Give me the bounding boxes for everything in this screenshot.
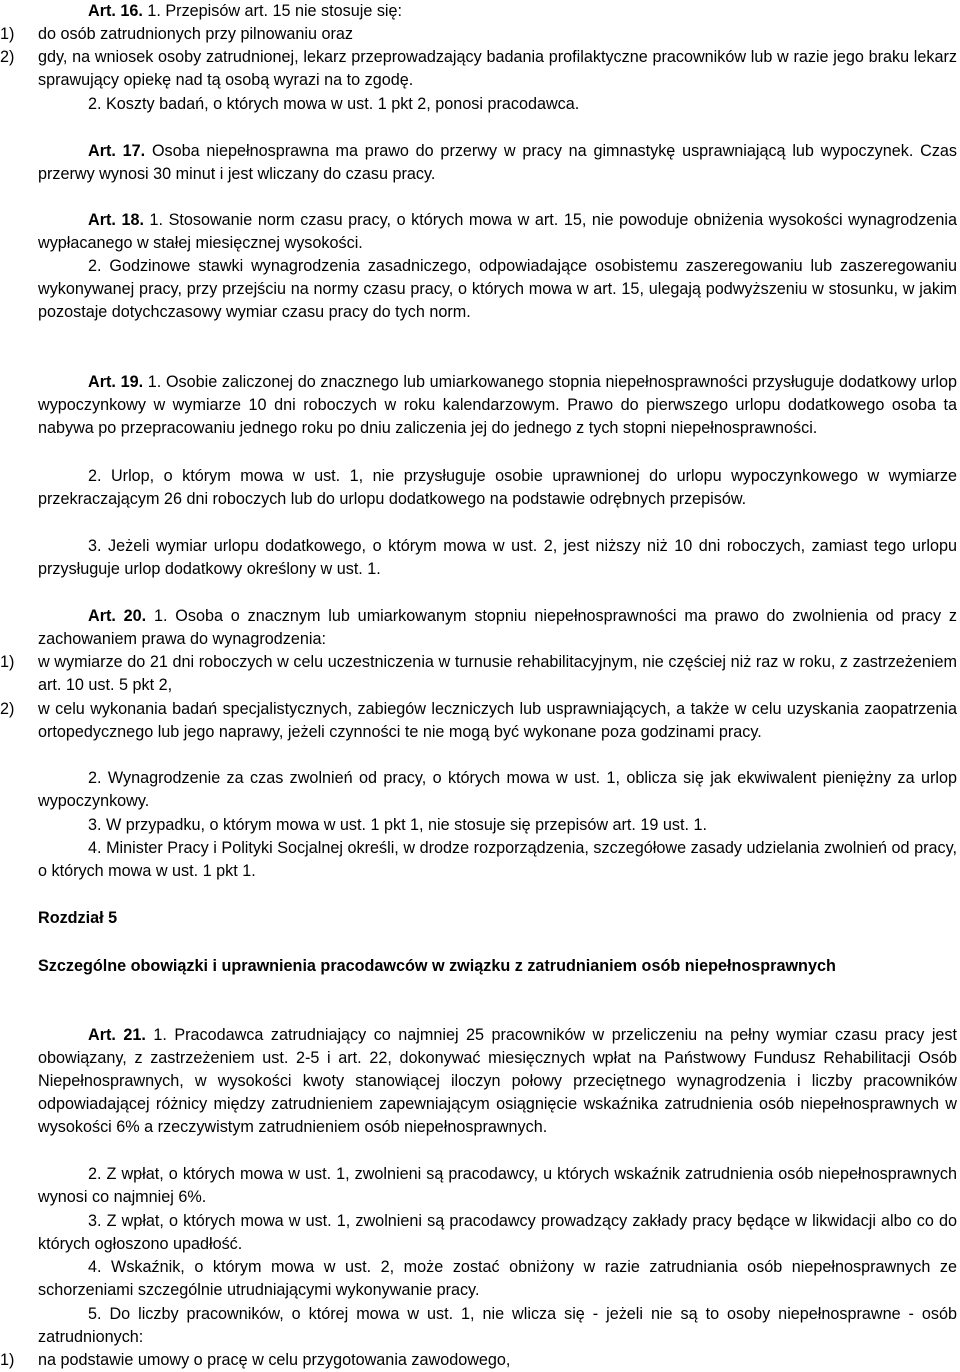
art21-item-1-number: 1): [0, 1351, 15, 1369]
art20-paragraph-1: [38, 605, 957, 651]
art16-item-2-text: gdy, na wniosek osoby zatrudnionej, lekarz przeprowadzający badania profilaktyczne pracowników lub w razie jego braku lekarz sprawujący opiekę nad tą osobą wyrazi na to zgodę.: [38, 48, 957, 90]
art20-heading: Art. 20.: [88, 607, 147, 625]
art21-heading: Art. 21.: [88, 1026, 146, 1044]
art21-text: 1. Pracodawca zatrudniający co najmniej 25 pracowników w przeliczeniu na pełny wymiar czasu pracy jest obowiązany, z zastrzeżeniem ust. 2-5 i art. 22, dokonywać miesięcznych wpłat na Państwowy Fundusz Rehabilitacji Osób Niepełnosprawnych, w wysokości kwoty stanowiącej iloczyn połowy przeciętnego wynagrodzenia i liczby pracowników odpowiadającej różnicy między zatrudnieniem zapewniającym osiągnięcie wskaźnika zatrudnienia osób niepełnosprawnych w wysokości 6% a rzeczywistym zatrudnieniem osób niepełnosprawnych.: [38, 1026, 958, 1137]
art20-item-1-text: w wymiarze do 21 dni roboczych w celu uczestniczenia w turnusie rehabilitacyjnym, nie częściej niż raz w roku, z zastrzeżeniem art. 10 ust. 5 pkt 2,: [38, 653, 957, 695]
art18-paragraph-1: [38, 209, 957, 255]
chapter-subtitle: Szczególne obowiązki i uprawnienia pracodawców w związku z zatrudnianiem osób niepełnosprawnych: [38, 957, 836, 975]
art21-paragraph-3: 3. Z wpłat, o których mowa w ust. 1, zwolnieni są pracodawcy prowadzący zakłady pracy będące w likwidacji albo co do których ogłoszono upadłość.: [38, 1212, 957, 1254]
art19-paragraph-3: 3. Jeżeli wymiar urlopu dodatkowego, o którym mowa w ust. 2, jest niższy niż 10 dni roboczych, zamiast tego urlopu przysługuje urlop dodatkowy określony w ust. 1.: [38, 537, 957, 579]
art16-paragraph-1: [38, 0, 957, 23]
art16-paragraph-2: 2. Koszty badań, o których mowa w ust. 1 pkt 2, ponosi pracodawca.: [88, 95, 580, 113]
art20-item-2-text: w celu wykonania badań specjalistycznych, zabiegów leczniczych lub usprawniających, a także w celu uzyskania zaopatrzenia ortopedycznego lub jego naprawy, jeżeli czynności te nie mogą być wykonane poza godzinami pracy.: [38, 700, 957, 742]
art20-paragraph-4: 4. Minister Pracy i Polityki Socjalnej określi, w drodze rozporządzenia, szczegółowe zasady udzielania zwolnień od pracy, o których mowa w ust. 1 pkt 1.: [38, 839, 957, 881]
art19-paragraph-1: [38, 371, 957, 440]
art18-heading: Art. 18.: [88, 211, 144, 229]
art16-item-2: [0, 46, 957, 92]
art17-paragraph: [38, 140, 957, 186]
art21-paragraph-5: 5. Do liczby pracowników, o której mowa w ust. 1, nie wlicza się - jeżeli nie są to osoby niepełnosprawne - osób zatrudnionych:: [38, 1305, 957, 1347]
art16-item-2-number: 2): [0, 48, 15, 66]
art19-paragraph-2: 2. Urlop, o którym mowa w ust. 1, nie przysługuje osobie uprawnionej do urlopu wypoczynkowego w wymiarze przekraczającym 26 dni roboczych lub do urlopu dodatkowego na podstawie odrębnych przepisów.: [38, 467, 957, 509]
art19-text: 1. Osobie zaliczonej do znacznego lub umiarkowanego stopnia niepełnosprawności przysługuje dodatkowy urlop wypoczynkowy w wymiarze 10 dni roboczych w roku kalendarzowym. Prawo do pierwszego urlopu dodatkowego osoba ta nabywa po przepracowaniu jednego roku po dniu zaliczenia jej do jednego z tych stopni niepełnosprawności.: [38, 373, 957, 438]
art20-text: 1. Osoba o znacznym lub umiarkowanym stopniu niepełnosprawności ma prawo do zwolnienia od pracy z zachowaniem prawa do wynagrodzenia:: [38, 607, 957, 649]
art17-heading: Art. 17.: [88, 142, 146, 160]
art20-item-2-number: 2): [0, 700, 15, 718]
art21-paragraph-2: 2. Z wpłat, o których mowa w ust. 1, zwolnieni są pracodawcy, u których wskaźnik zatrudnienia osób niepełnosprawnych wynosi co najmniej 6%.: [38, 1165, 957, 1207]
art21-item-1-text: na podstawie umowy o pracę w celu przygotowania zawodowego,: [38, 1351, 511, 1369]
art18-text: 1. Stosowanie norm czasu pracy, o których mowa w art. 15, nie powoduje obniżenia wysokości wynagrodzenia wypłacanego w stałej miesięcznej wysokości.: [38, 211, 957, 253]
art16-heading: Art. 16.: [88, 2, 143, 20]
art20-paragraph-2: 2. Wynagrodzenie za czas zwolnień od pracy, o których mowa w ust. 1, oblicza się jak ekwiwalent pieniężny za urlop wypoczynkowy.: [38, 769, 957, 811]
art21-paragraph-1: [38, 1024, 957, 1139]
chapter-title: Rozdział 5: [38, 909, 118, 927]
art18-paragraph-2: 2. Godzinowe stawki wynagrodzenia zasadniczego, odpowiadające osobistemu zaszeregowaniu lub zaszeregowaniu wykonywanej pracy, przy przejściu na normy czasu pracy, o których mowa w art. 15, ulegają podwyższeniu w stosunku, w jakim pozostaje dotychczasowy wymiar czasu pracy do tych norm.: [38, 257, 957, 322]
art21-item-1: [0, 1349, 957, 1372]
art16-text: 1. Przepisów art. 15 nie stosuje się:: [147, 2, 403, 20]
art16-item-1-number: 1): [0, 25, 15, 43]
art20-item-2: [0, 698, 957, 744]
art17-text: Osoba niepełnosprawna ma prawo do przerwy w pracy na gimnastykę usprawniającą lub wypoczynek. Czas przerwy wynosi 30 minut i jest wliczany do czasu pracy.: [38, 142, 958, 184]
art20-paragraph-3: 3. W przypadku, o którym mowa w ust. 1 pkt 1, nie stosuje się przepisów art. 19 ust. 1.: [88, 816, 707, 834]
art19-heading: Art. 19.: [88, 373, 144, 391]
art16-item-1-text: do osób zatrudnionych przy pilnowaniu oraz: [38, 25, 353, 43]
art20-item-1-number: 1): [0, 653, 15, 671]
art16-item-1: [0, 23, 957, 46]
art20-item-1: [0, 651, 957, 697]
art21-paragraph-4: 4. Wskaźnik, o którym mowa w ust. 2, może zostać obniżony w razie zatrudniania osób niepełnosprawnych ze schorzeniami szczególnie utrudniającymi wykonywanie pracy.: [38, 1258, 957, 1300]
